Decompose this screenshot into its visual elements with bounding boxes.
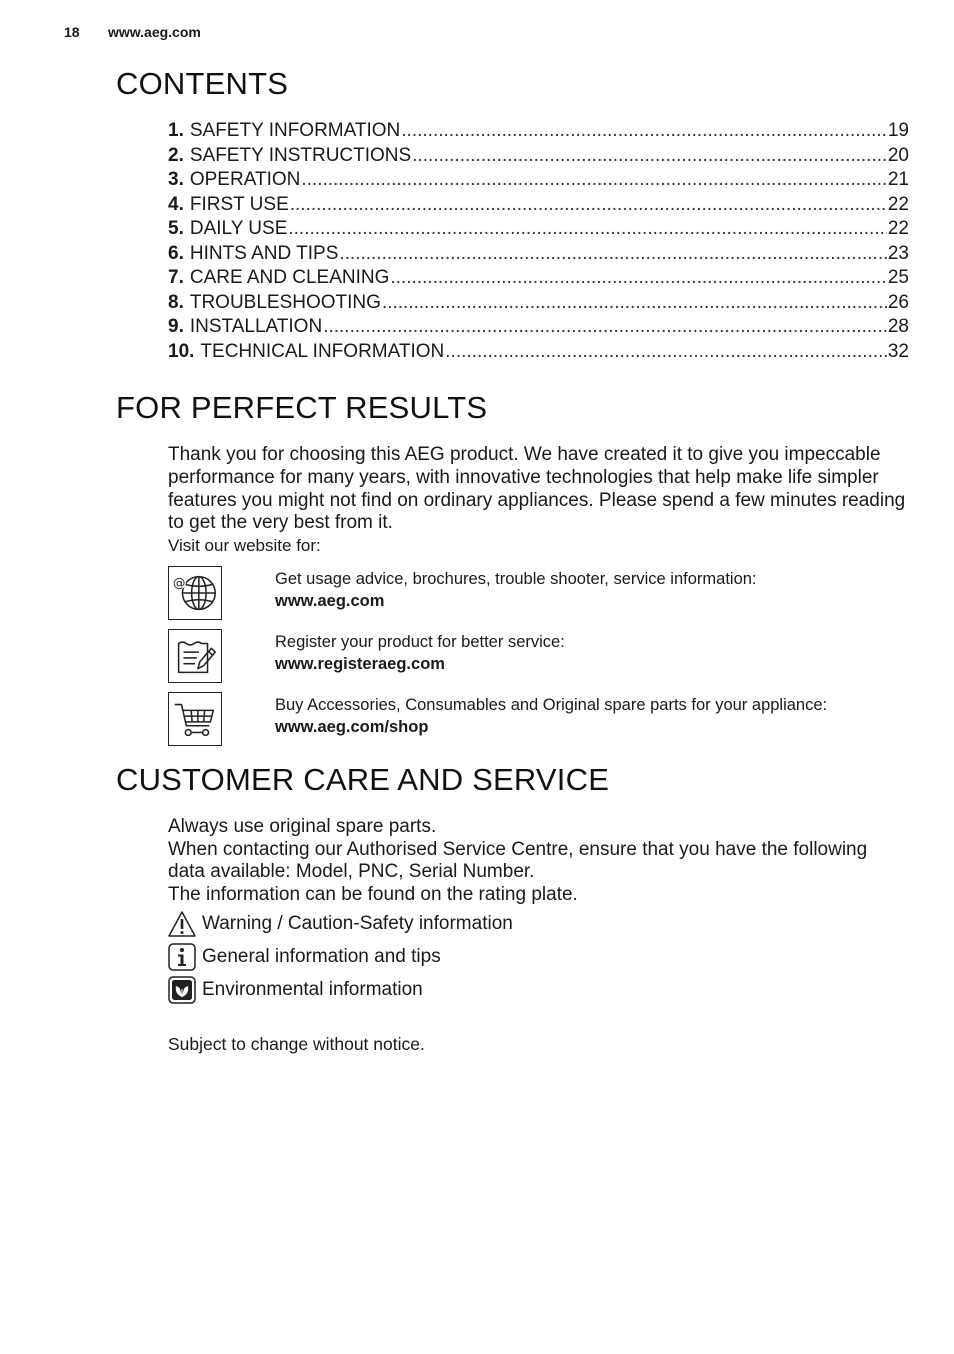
toc-leader xyxy=(323,316,887,338)
link-text xyxy=(275,694,827,738)
toc-number: 9. xyxy=(168,316,184,337)
link-url-aeg[interactable]: www.aeg.com xyxy=(275,592,385,610)
toc-page: 28 xyxy=(887,316,909,337)
legend-info xyxy=(168,943,441,971)
shopping-cart-icon xyxy=(168,692,222,746)
care-line: The information can be found on the rating plate. xyxy=(168,883,578,905)
toc-leader xyxy=(301,169,887,191)
toc-leader xyxy=(445,341,887,363)
table-of-contents xyxy=(168,120,909,365)
toc-item[interactable] xyxy=(168,341,909,366)
globe-at-icon xyxy=(168,566,222,620)
toc-item[interactable] xyxy=(168,218,909,243)
toc-item[interactable] xyxy=(168,194,909,219)
link-row-usage xyxy=(168,566,908,622)
legend-label: General information and tips xyxy=(202,946,441,967)
care-line: Always use original spare parts. xyxy=(168,816,437,837)
toc-page: 20 xyxy=(887,144,909,166)
environment-leaf-icon xyxy=(168,976,196,1004)
toc-leader xyxy=(339,243,886,265)
intro-paragraph: Thank you for choosing this AEG product. We have created it to give you impeccable performance for many years, with innovative technologies that help make life simpler features you might not find on ordinary appliances. Please spend a few minutes reading to get the very best from it. xyxy=(168,444,906,534)
toc-number: 7. xyxy=(168,267,184,288)
toc-label: OPERATION xyxy=(189,169,301,190)
legend-label: Environmental information xyxy=(202,979,423,1000)
toc-item[interactable] xyxy=(168,169,909,194)
legend-environment xyxy=(168,976,423,1004)
toc-label: SAFETY INFORMATION xyxy=(189,120,401,141)
customer-care-text xyxy=(168,816,908,906)
toc-page: 22 xyxy=(887,193,909,215)
toc-label: INSTALLATION xyxy=(189,316,323,337)
toc-item[interactable] xyxy=(168,267,909,292)
visit-website-label: Visit our website for: xyxy=(168,536,321,555)
link-description: Register your product for better service: xyxy=(275,633,565,651)
link-text xyxy=(275,568,757,612)
toc-leader xyxy=(382,292,887,314)
toc-page: 25 xyxy=(887,267,909,288)
toc-number: 10. xyxy=(168,340,195,362)
toc-label: DAILY USE xyxy=(189,218,288,239)
toc-number: 3. xyxy=(168,169,184,190)
care-line: When contacting our Authorised Service Centre, ensure that you have the following data available: Model, PNC, Serial Number. xyxy=(168,838,868,883)
toc-label: FIRST USE xyxy=(189,193,289,215)
toc-page: 22 xyxy=(887,218,909,239)
toc-number: 8. xyxy=(168,291,184,313)
toc-item[interactable] xyxy=(168,243,909,268)
subject-to-change-note: Subject to change without notice. xyxy=(168,1034,425,1054)
link-row-register xyxy=(168,629,908,685)
legend-label: Warning / Caution-Safety information xyxy=(202,913,513,934)
info-icon xyxy=(168,943,196,971)
toc-page: 32 xyxy=(887,340,909,362)
toc-label: HINTS AND TIPS xyxy=(189,242,339,264)
link-description: Get usage advice, brochures, trouble shooter, service information: xyxy=(275,570,757,588)
toc-label: CARE AND CLEANING xyxy=(189,267,390,288)
perfect-results-title: FOR PERFECT RESULTS xyxy=(116,390,488,425)
toc-leader xyxy=(288,218,886,240)
toc-page: 21 xyxy=(887,169,909,190)
toc-label: TECHNICAL INFORMATION xyxy=(200,340,445,362)
contents-title: CONTENTS xyxy=(116,66,289,101)
legend-warning xyxy=(168,910,513,938)
link-url-register[interactable]: www.registeraeg.com xyxy=(275,655,445,673)
toc-leader xyxy=(290,194,887,216)
customer-care-title: CUSTOMER CARE AND SERVICE xyxy=(116,762,610,797)
toc-number: 5. xyxy=(168,218,184,239)
link-text xyxy=(275,631,565,675)
toc-page: 23 xyxy=(887,242,909,264)
toc-number: 2. xyxy=(168,144,184,166)
toc-item[interactable] xyxy=(168,120,909,145)
toc-label: SAFETY INSTRUCTIONS xyxy=(189,144,412,166)
toc-number: 4. xyxy=(168,193,184,215)
page-number: 18 xyxy=(64,24,80,40)
link-url-shop[interactable]: www.aeg.com/shop xyxy=(275,718,429,736)
toc-page: 26 xyxy=(887,291,909,313)
toc-item[interactable] xyxy=(168,292,909,317)
link-description: Buy Accessories, Consumables and Original spare parts for your appliance: xyxy=(275,696,828,714)
header-site[interactable]: www.aeg.com xyxy=(108,24,201,40)
toc-item[interactable] xyxy=(168,145,909,170)
page-header xyxy=(64,24,201,40)
toc-label: TROUBLESHOOTING xyxy=(189,291,381,313)
toc-item[interactable] xyxy=(168,316,909,341)
toc-page: 19 xyxy=(887,120,909,141)
toc-number: 1. xyxy=(168,120,184,141)
link-row-shop xyxy=(168,692,908,748)
toc-leader xyxy=(390,267,886,289)
warning-triangle-icon xyxy=(168,910,196,938)
register-pen-icon xyxy=(168,629,222,683)
toc-leader xyxy=(401,120,887,142)
svg-text:@: @ xyxy=(172,575,186,591)
toc-leader xyxy=(412,145,887,167)
toc-number: 6. xyxy=(168,242,184,264)
